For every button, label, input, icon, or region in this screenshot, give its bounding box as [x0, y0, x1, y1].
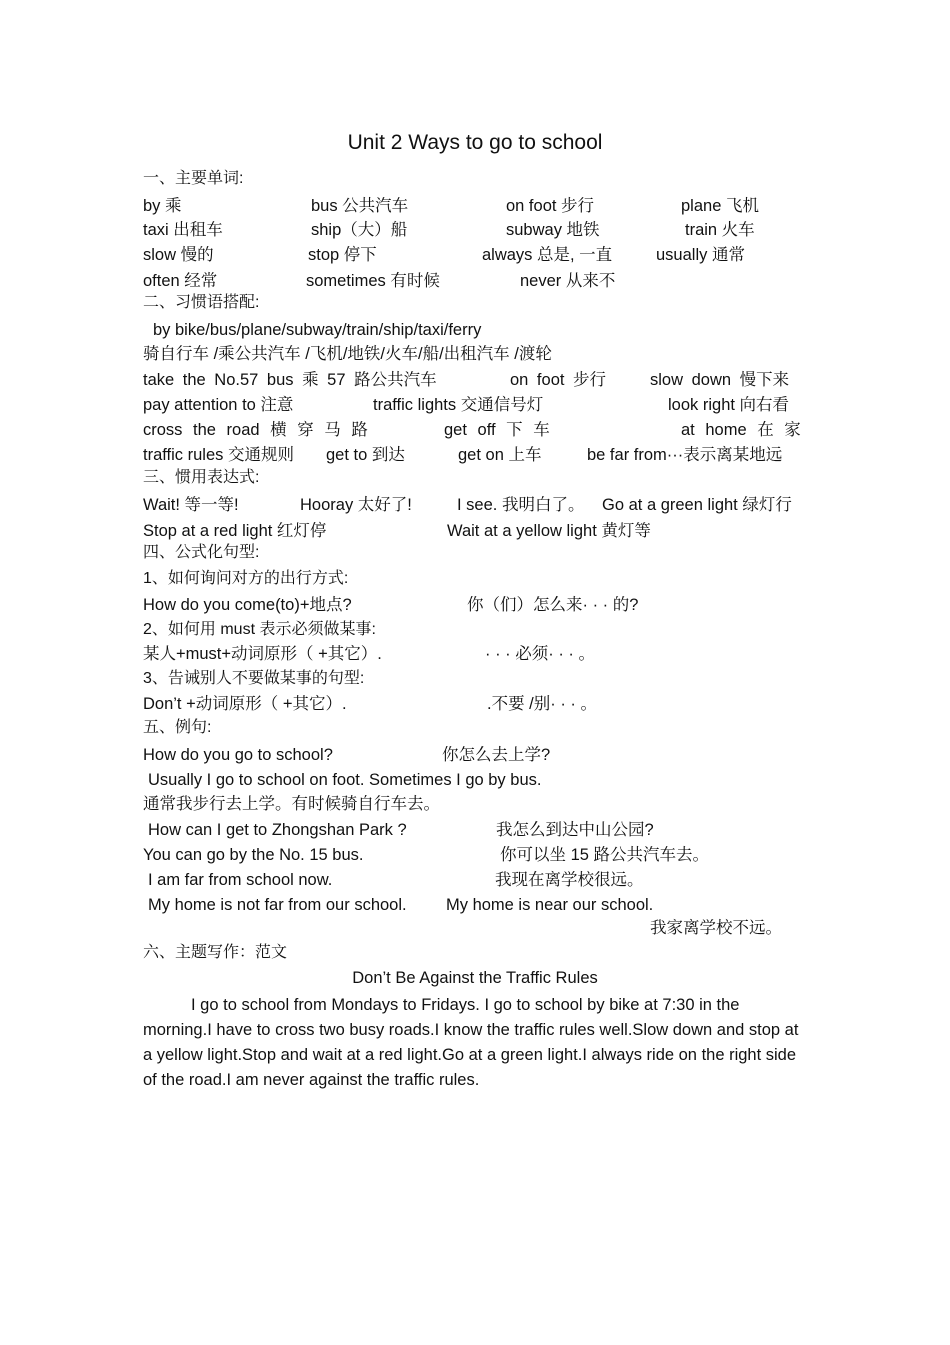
section-heading-expressions: 三、惯用表达式: — [143, 469, 260, 486]
phrase-item: get on 上车 — [458, 446, 542, 464]
section-heading-writing: 六、主题写作：范文 — [143, 944, 288, 961]
pattern-chinese: 你（们）怎么来· · · 的? — [467, 596, 639, 614]
example-english: My home is not far from our school. — [148, 896, 407, 914]
phrase-item: traffic lights 交通信号灯 — [373, 396, 544, 414]
vocab-item: often 经常 — [143, 272, 218, 290]
example-english: How can I get to Zhongshan Park ? — [148, 821, 407, 839]
example-english: You can go by the No. 15 bus. — [143, 846, 364, 864]
example-english: I am far from school now. — [148, 871, 333, 889]
phrase-item: on foot 步行 — [510, 371, 607, 389]
pattern-question: 3、告诫别人不要做某事的句型: — [143, 670, 365, 687]
expression-item: Wait! 等一等! — [143, 496, 239, 514]
example-english: How do you go to school? — [143, 746, 333, 764]
pattern-question: 2、如何用 must 表示必须做某事: — [143, 621, 376, 638]
vocab-item: stop 停下 — [308, 246, 377, 264]
essay-title: Don’t Be Against the Traffic Rules — [352, 969, 598, 987]
vocab-item: never 从来不 — [520, 272, 616, 290]
phrase-item: take the No.57 bus 乘 57 路公共汽车 — [143, 371, 437, 389]
vocab-item: bus 公共汽车 — [311, 197, 409, 215]
vocab-item: by 乘 — [143, 197, 182, 215]
vocab-item: ship（大）船 — [311, 221, 408, 239]
example-chinese: 你怎么去上学? — [442, 746, 551, 764]
phrase-item: look right 向右看 — [668, 396, 790, 414]
phrase-item: traffic rules 交通规则 — [143, 446, 294, 464]
phrase-item: be far from···表示离某地远 — [587, 446, 783, 464]
pattern-english: 某人+must+动词原形（ +其它）. — [143, 645, 382, 663]
example-english: My home is near our school. — [446, 896, 654, 914]
page-title: Unit 2 Ways to go to school — [347, 131, 603, 154]
phrase-item: get off 下 车 — [444, 421, 550, 439]
vocab-item: on foot 步行 — [506, 197, 595, 215]
section-heading-vocabulary: 一、主要单词: — [143, 170, 244, 187]
vocab-item: train 火车 — [685, 221, 755, 239]
vocab-item: always 总是, 一直 — [482, 246, 613, 264]
example-chinese: 你可以坐 15 路公共汽车去。 — [500, 846, 710, 864]
phrase-item: at home 在 家 — [681, 421, 801, 439]
phrase-item: slow down 慢下来 — [650, 371, 790, 389]
example-chinese: 我怎么到达中山公园? — [496, 821, 654, 839]
example-chinese: 我家离学校不远。 — [650, 919, 782, 937]
pattern-english: Don’t +动词原形（ +其它）. — [143, 695, 347, 713]
phrase-line: by bike/bus/plane/subway/train/ship/taxi/ferry — [153, 321, 482, 339]
phrase-item: get to 到达 — [326, 446, 405, 464]
example-chinese: 我现在离学校很远。 — [495, 871, 644, 889]
section-heading-examples: 五、例句: — [143, 719, 212, 736]
pattern-chinese: · · · 必须· · · 。 — [485, 645, 595, 663]
vocab-item: taxi 出租车 — [143, 221, 223, 239]
section-heading-phrases: 二、习惯语搭配: — [143, 294, 260, 311]
phrase-item: cross the road 横 穿 马 路 — [143, 421, 368, 439]
vocab-item: subway 地铁 — [506, 221, 600, 239]
expression-item: I see. 我明白了。 — [457, 496, 585, 514]
example-chinese: 通常我步行去上学。有时候骑自行车去。 — [143, 795, 440, 813]
vocab-item: slow 慢的 — [143, 246, 214, 264]
vocab-item: sometimes 有时候 — [306, 272, 440, 290]
pattern-english: How do you come(to)+地点? — [143, 596, 352, 614]
example-english: Usually I go to school on foot. Sometimes I go by bus. — [148, 771, 542, 789]
vocab-item: usually 通常 — [656, 246, 745, 264]
expression-item: Stop at a red light 红灯停 — [143, 522, 327, 540]
expression-item: Hooray 太好了! — [300, 496, 412, 514]
pattern-question: 1、如何询问对方的出行方式: — [143, 570, 349, 587]
essay-paragraph: I go to school from Mondays to Fridays. I go to school by bike at 7:30 in the morning.I have to cross two busy roads.I know the traffic rules well.Slow down and stop at a yellow light.Stop and wait at a red light.Go at a green light.I always ride on the right side of the road.I am never against the traffic rules. — [143, 996, 799, 1089]
section-heading-patterns: 四、公式化句型: — [143, 544, 260, 561]
pattern-chinese: .不要 /别· · · 。 — [487, 695, 597, 713]
phrase-item: pay attention to 注意 — [143, 396, 294, 414]
vocab-item: plane 飞机 — [681, 197, 759, 215]
expression-item: Go at a green light 绿灯行 — [602, 496, 792, 514]
phrase-line: 骑自行车 /乘公共汽车 /飞机/地铁/火车/船/出租汽车 /渡轮 — [143, 345, 552, 363]
expression-item: Wait at a yellow light 黄灯等 — [447, 522, 651, 540]
